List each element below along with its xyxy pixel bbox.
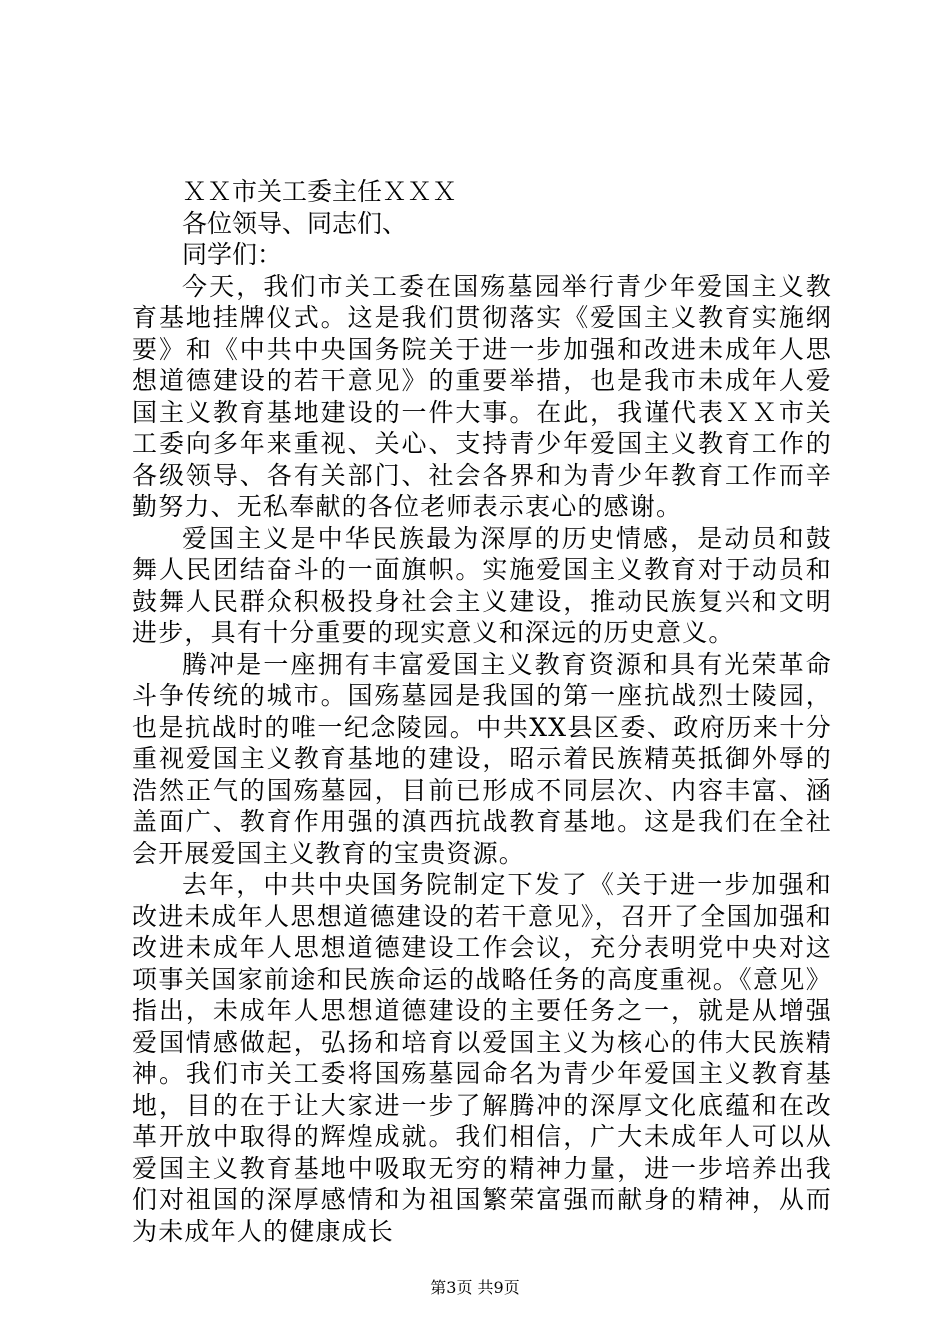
paragraph-3: 腾冲是一座拥有丰富爱国主义教育资源和具有光荣革命斗争传统的城市。国殇墓园是我国的第一座抗战烈士陵园，也是抗战时的唯一纪念陵园。中共XX县区委、政府历来十分重视爱国主义教育基地的建设，昭示着民族精英抵御外辱的浩然正气的国殇墓园，目前已形成不同层次、内容丰富、涵盖面广、教育作用强的滇西抗战教育基地。这是我们在全社会开展爱国主义教育的宝贵资源。 xyxy=(132,649,832,868)
salutation-line: 各位领导、同志们、 xyxy=(182,208,408,238)
paragraph-4: 去年，中共中央国务院制定下发了《关于进一步加强和改进未成年人思想道德建设的若干意见》，召开了全国加强和改进未成年人思想道德建设工作会议，充分表明党中央对这项事关国家前途和民族命运的战略任务的高度重视。《意见》指出，未成年人思想道德建设的主要任务之一，就是从增强爱国情感做起，弘扬和培育以爱国主义为核心的伟大民族精神。我们市关工委将国殇墓园命名为青少年爱国主义教育基地，目的在于让大家进一步了解腾冲的深厚文化底蕴和在改革开放中取得的辉煌成就。我们相信，广大未成年人可以从爱国主义教育基地中吸取无穷的精神力量，进一步培养出我们对祖国的深厚感情和为祖国繁荣富强而献身的精神，从而为未成年人的健康成长 xyxy=(132,870,832,1246)
page-footer: 第3页 共9页 xyxy=(430,1278,520,1297)
document-body xyxy=(132,176,832,1247)
paragraph-1: 今天，我们市关工委在国殇墓园举行青少年爱国主义教育基地挂牌仪式。这是我们贯彻落实《爱国主义教育实施纲要》和《中共中央国务院关于进一步加强和改进未成年人思想道德建设的若干意见》的重要举措，也是我市未成年人爱国主义教育基地建设的一件大事。在此，我谨代表ＸＸ市关工委向多年来重视、关心、支持青少年爱国主义教育工作的各级领导、各有关部门、社会各界和为青少年教育工作而辛勤努力、无私奉献的各位老师表示衷心的感谢。 xyxy=(132,271,832,521)
paragraph-2: 爱国主义是中华民族最为深厚的历史情感，是动员和鼓舞人民团结奋斗的一面旗帜。实施爱国主义教育对于动员和鼓舞人民群众积极投身社会主义建设，推动民族复兴和文明进步，具有十分重要的现实意义和深远的历史意义。 xyxy=(132,523,832,647)
salutation-line-2: 同学们： xyxy=(182,240,283,269)
speaker-line: ＸＸ市关工委主任ＸＸＸ xyxy=(182,177,458,206)
